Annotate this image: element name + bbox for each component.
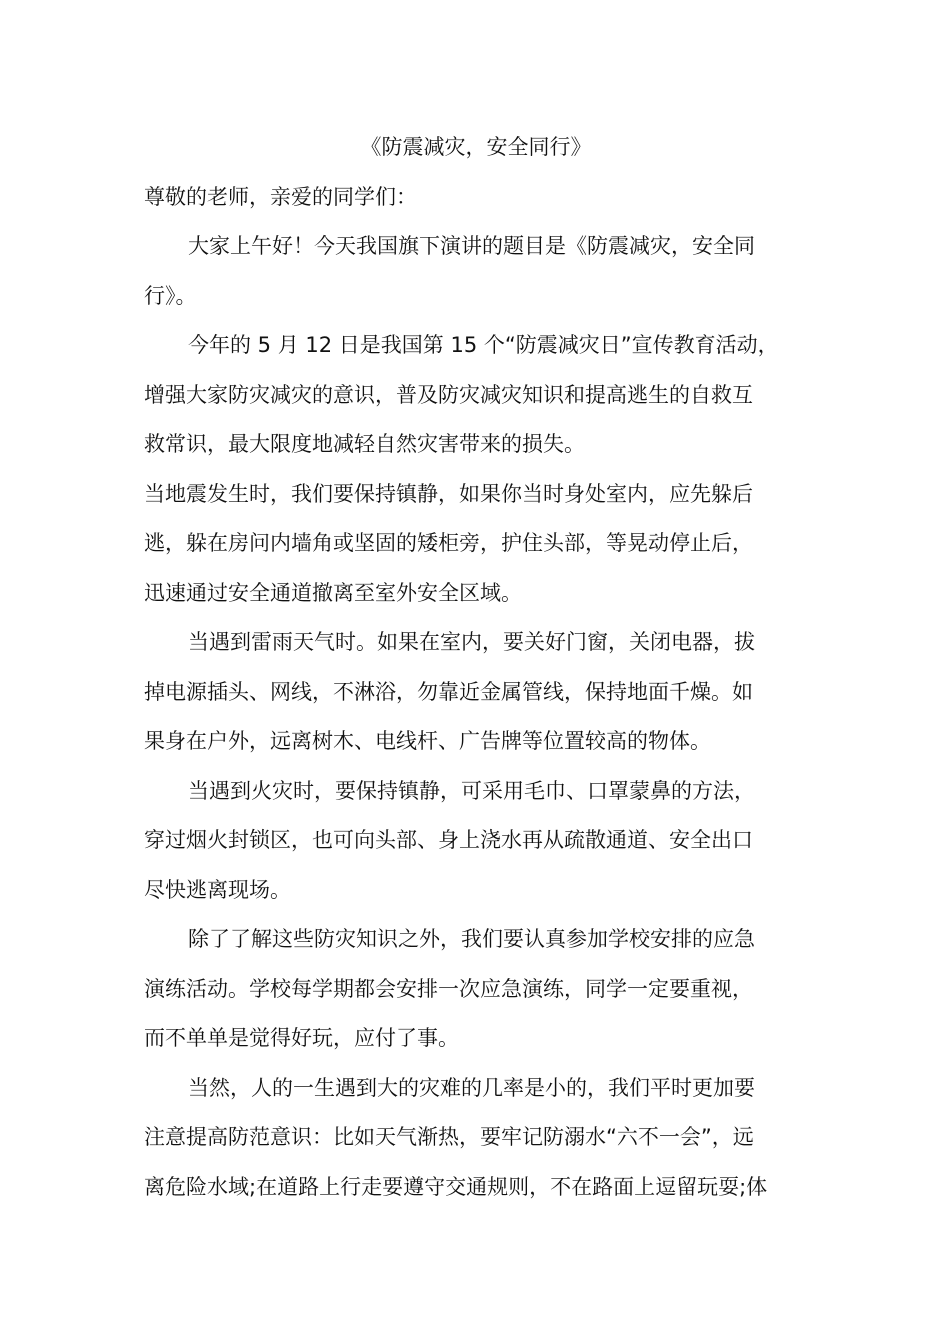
text-line: 逃，躲在房问内墙角或坚固的矮柜旁，护住头部，等晃动停止后，	[144, 531, 753, 555]
text-line: 而不单单是觉得好玩，应付了事。	[144, 1026, 459, 1050]
paragraph-prevention	[144, 1064, 808, 1213]
document-title: 《防震减灾，安全同行》	[360, 135, 592, 159]
paragraph-drills	[144, 915, 808, 1064]
paragraph-intro	[144, 222, 808, 321]
paragraph-disaster-day	[144, 321, 808, 470]
text-line: 当然，人的一生遇到大的灾难的几率是小的，我们平时更加要	[188, 1075, 755, 1100]
text-line: 迅速通过安全通道撤离至室外安全区域。	[144, 580, 522, 605]
text-line: 增强大家防灾减灾的意识，普及防灾减灾知识和提高逃生的自救互	[144, 382, 753, 407]
paragraph-thunderstorm	[144, 618, 808, 767]
salutation: 尊敬的老师，亲爱的同学们：	[144, 184, 417, 209]
text-line: 大家上午好！今天我国旗下演讲的题目是《防震减灾，安全同	[188, 234, 755, 258]
text-line: 尽快逃离现场。	[144, 877, 291, 902]
text-line: 演练活动。学校每学期都会安排一次应急演练，同学一定要重视，	[144, 976, 753, 1001]
text-line: 离危险水域;在道路上行走要遵守交通规则，不在路面上逗留玩耍;体	[144, 1174, 768, 1199]
text-line: 救常识，最大限度地减轻自然灾害带来的损失。	[144, 432, 585, 456]
paragraph-earthquake	[144, 470, 808, 619]
text-line: 当地震发生时，我们要保持镇静，如果你当时身处室内，应先躲后	[144, 481, 753, 506]
text-line: 今年的 5 月 12 日是我国第 15 个“防震减灾日”宣传教育活动，	[188, 333, 779, 357]
text-line: 果身在户外，远离树木、电线杆、广告牌等位置较高的物体。	[144, 729, 711, 753]
text-line: 除了了解这些防灾知识之外，我们要认真参加学校安排的应急	[188, 927, 755, 951]
text-line: 穿过烟火封锁区，也可向头部、身上浇水再从疏散通道、安全出口	[144, 828, 753, 852]
text-line: 当遇到火灾时，要保持镇静，可采用毛巾、口罩蒙鼻的方法，	[188, 778, 755, 803]
text-line: 当遇到雷雨天气时。如果在室内，要关好门窗，关闭电器，拔	[188, 630, 755, 654]
text-line: 行》。	[144, 283, 197, 308]
text-line: 注意提高防范意识：比如天气渐热，要牢记防溺水“六不一会”，远	[144, 1125, 754, 1149]
text-line: 掉电源插头、网线，不淋浴，勿靠近金属管线，保持地面千燥。如	[144, 679, 753, 704]
paragraph-fire	[144, 767, 808, 916]
document-body	[144, 123, 808, 1212]
